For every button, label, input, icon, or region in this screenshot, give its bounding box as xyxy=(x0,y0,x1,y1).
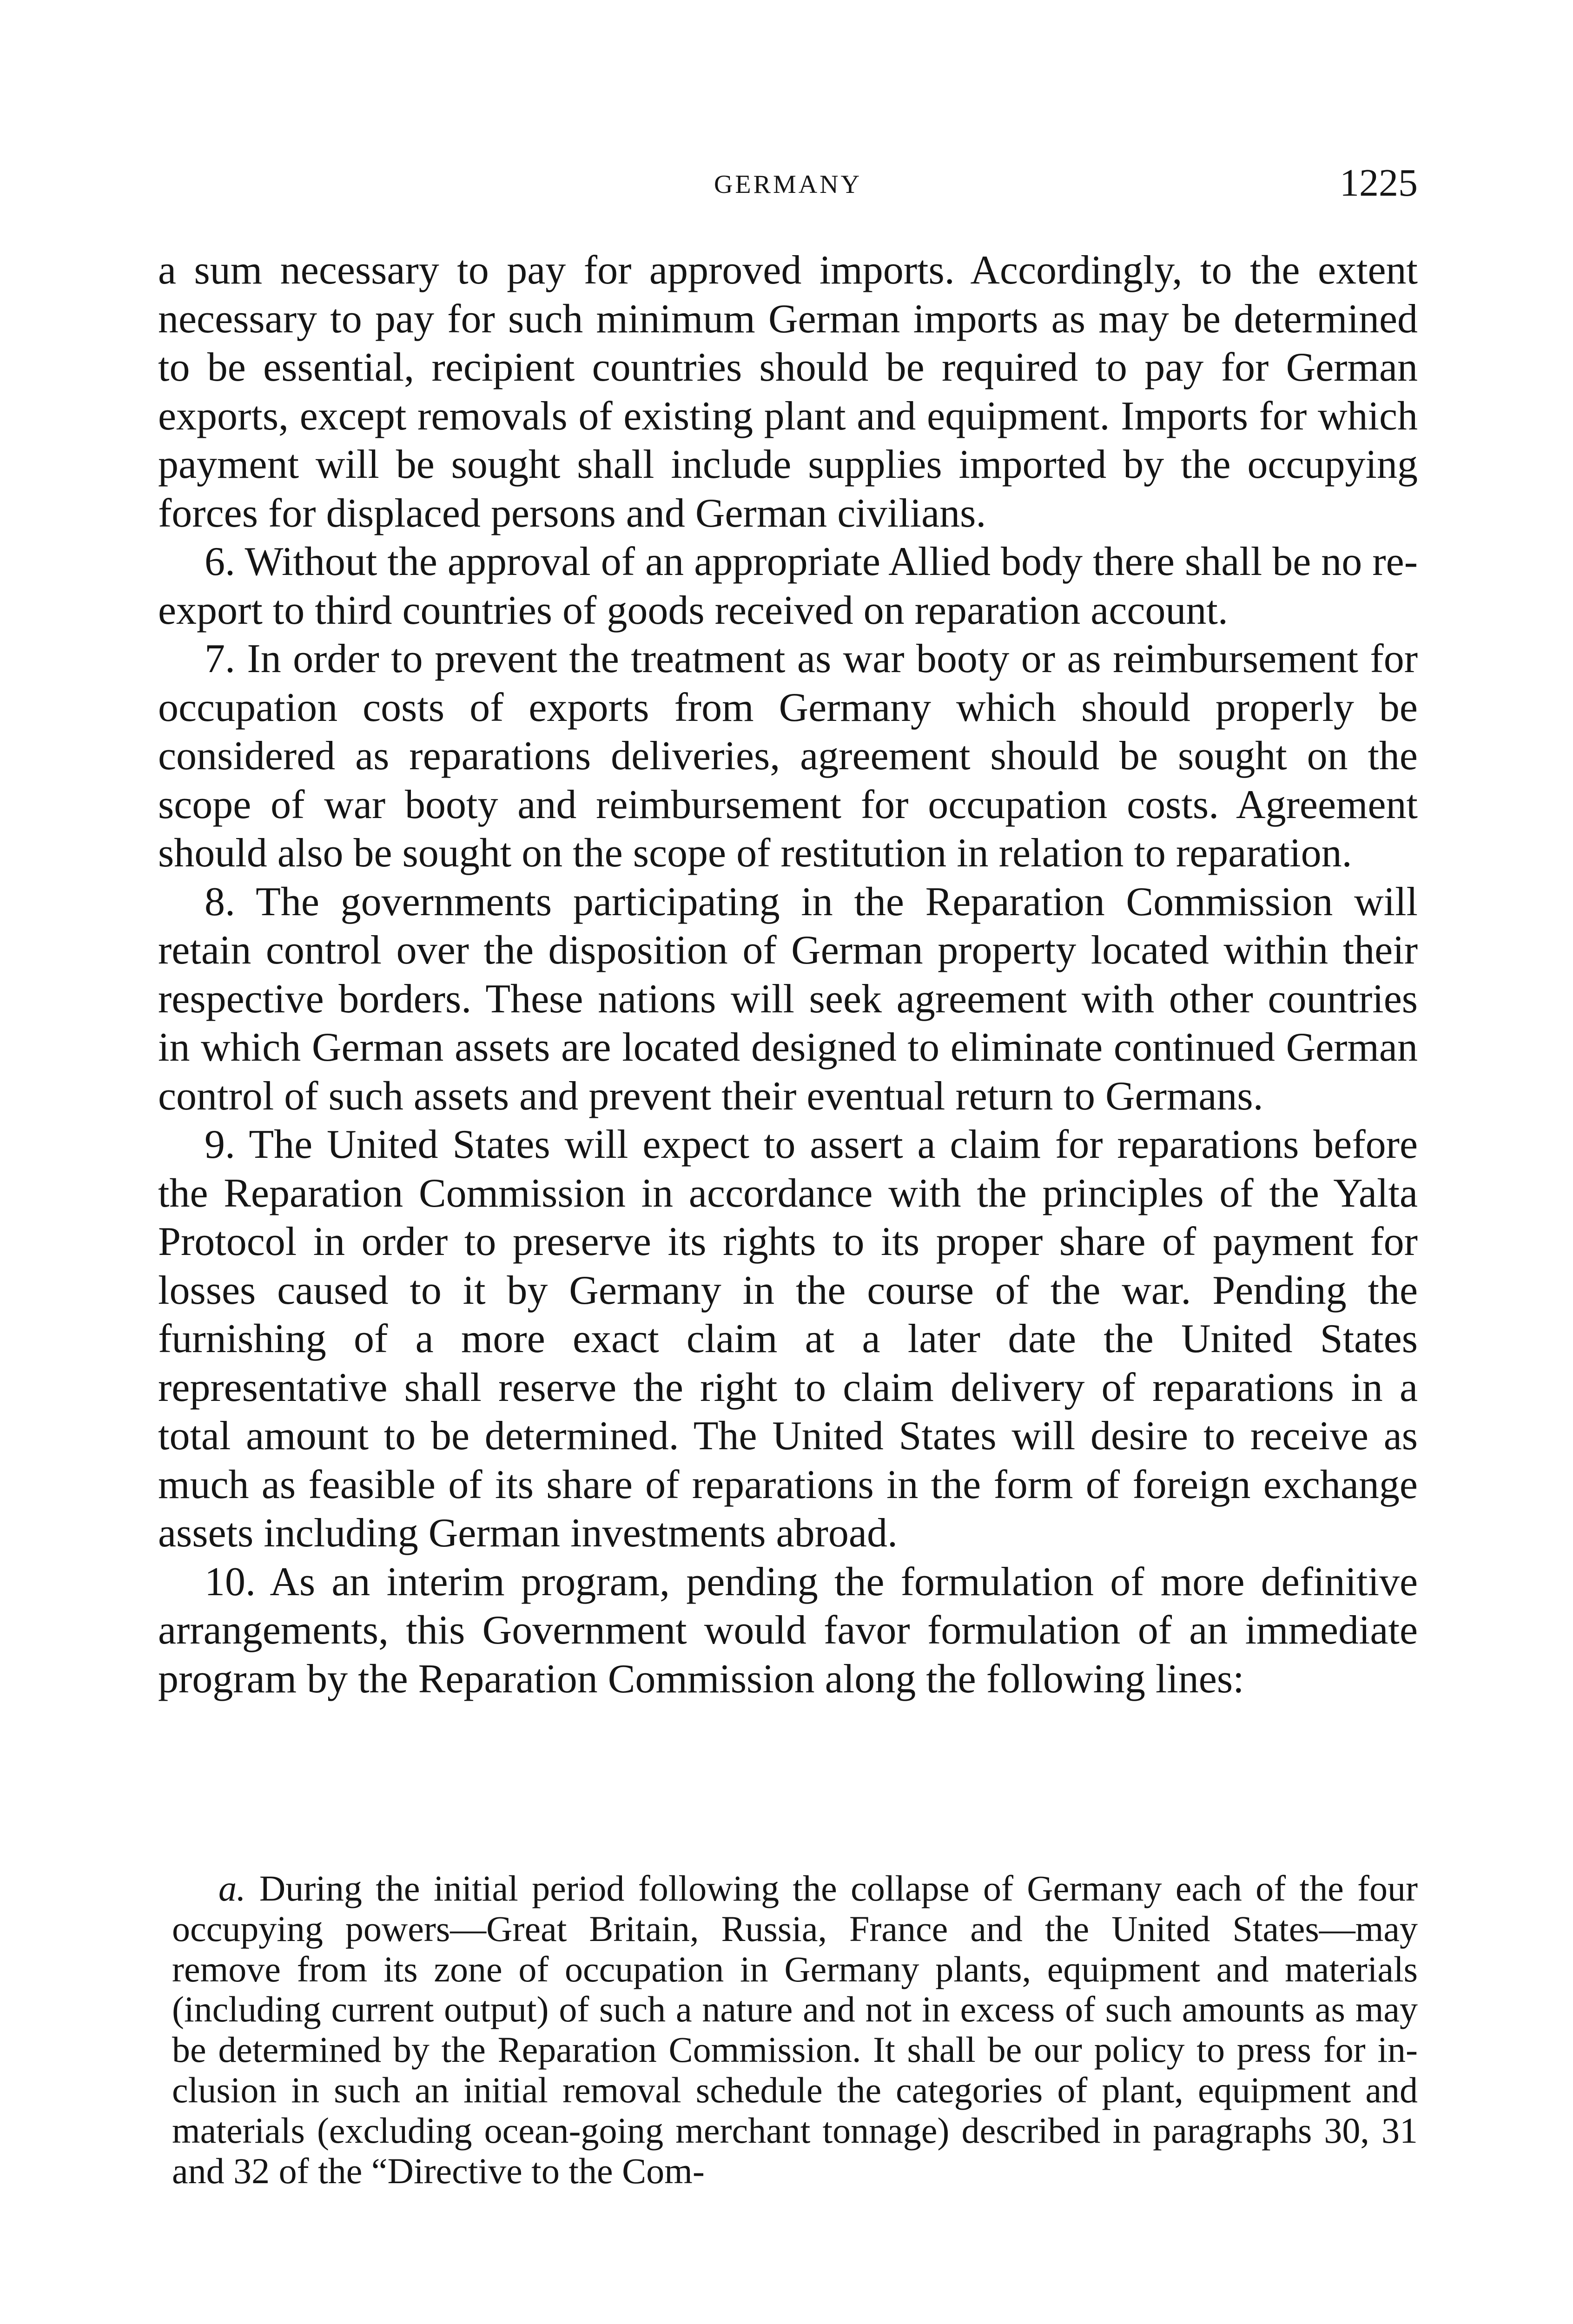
paragraph-8: 8. The governments participating in the Reparation Commission will retain control over the disposition of German property located within their respective borders. These nations will seek agreement with other countries in which German assets are located designed to eliminate continued German control of such assets and prevent their eventual return to Germans. xyxy=(158,879,1418,1119)
paragraph-10: 10. As an interim program, pending the formulation of more definitive arrangements, this Government would favor formulation of an immediate program by the Reparation Commission along the following lines: xyxy=(158,1559,1418,1702)
page-number: 1225 xyxy=(1340,161,1418,205)
running-head: GERMANY xyxy=(714,170,862,199)
page-header xyxy=(158,160,1418,216)
subparagraph-label: a. xyxy=(218,1868,246,1908)
continued-paragraph: a sum necessary to pay for approved imports. Accordingly, to the extent necessary to pay for such minimum German imports as may be determined to be essential, recipient countries should be required to pay for German exports, except removals of existing plant and equipment. Imports for which payment will be sought shall include supplies imported by the occupying forces for displaced persons and German civilians. xyxy=(158,248,1418,536)
paragraph-9: 9. The United States will expect to assert a claim for reparations before the Reparation Commission in accordance with the principles of the Yalta Protocol in order to preserve its rights to its proper share of payment for losses caused to it by Germany in the course of the war. Pending the furnishing of a more exact claim at a later date the United States representative shall reserve the right to claim delivery of reparations in a total amount to be determined. The United States will desire to receive as much as feasible of its share of reparations in the form of foreign exchange assets including German investments abroad. xyxy=(158,1122,1418,1556)
subparagraph-extract xyxy=(172,1868,1418,2191)
subparagraph-text: During the initial period following the collapse of Germany each of the four occupying powers—Great Britain, Russia, France and the United States—may remove from its zone of occupation in Germany plants, equipment and materials (including current output) of such a nature and not in excess of such amounts as may be determined by the Reparation Commission. It shall be our policy to press for inclusion in such an initial removal schedule the categories of plant, equipment and materials (excluding ocean-going merchant tonnage) described in paragraphs 30, 31 and 32 of the “Directive to the Com- xyxy=(172,1868,1418,2191)
paragraph-6: 6. Without the approval of an appropriate Allied body there shall be no re-export to third countries of goods received on reparation account. xyxy=(158,539,1418,633)
main-text xyxy=(158,246,1418,1703)
paragraph-7: 7. In order to prevent the treatment as war booty or as reimbursement for occupation costs of exports from Germany which should properly be considered as reparations deliveries, agreement should be sought on the scope of war booty and reimbursement for occupation costs. Agreement should also be sought on the scope of restitution in relation to reparation. xyxy=(158,636,1418,876)
subparagraph-a xyxy=(172,1868,1418,2191)
